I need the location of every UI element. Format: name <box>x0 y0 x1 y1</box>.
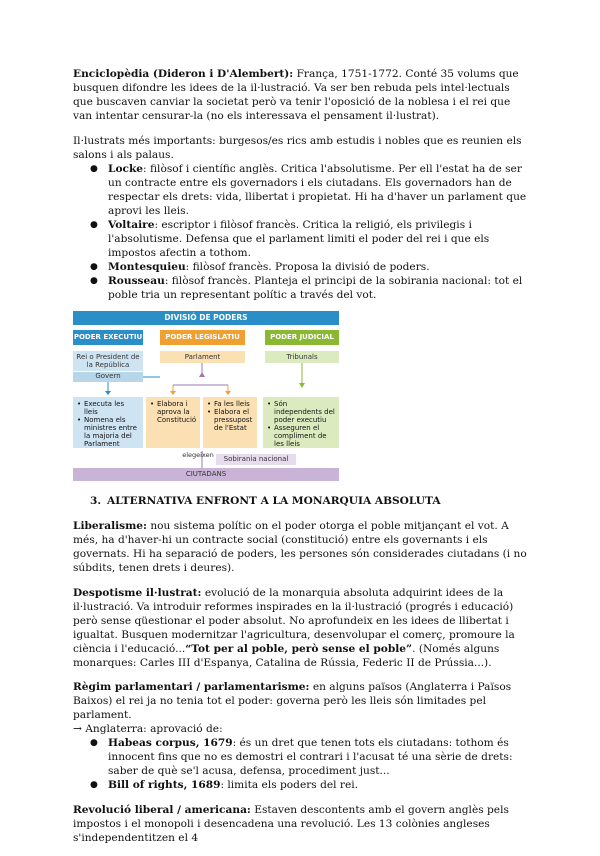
list-item: • Fa les lleis <box>214 400 254 408</box>
liberalisme-text: nou sistema polític on el poder otorga el poble mitjançant el vot. A més, ha d'haver-hi un contracte social (constitució) entre els governants i els governats. Hi ha separació de poders, les persones són considerades ciutadans (i no súbdits, tenen drets i deures). <box>73 520 527 575</box>
list-item <box>73 779 528 793</box>
illustrats-list <box>73 163 528 302</box>
arrow-icon <box>299 383 305 388</box>
despotisme-text: evolució de la monarquia absoluta adquirint idees de la il·lustració. Va introduir reformes inspirades en la il·lustració (progrés i educació) però sense qüestionar el poder absolut. No aprofundeix en les idees de llibertat i igualtat. Busquen modernitzar l'agricultura, desenvolupar el comerç, promoure la ciència i l'educació... <box>73 587 515 655</box>
regim-item-desc: : limita els poders del rei. <box>220 778 358 791</box>
regim-arrow-line: → Anglaterra: aprovació de: <box>73 723 223 736</box>
illustrat-desc: : escriptor i filòsof francès. Critica la religió, els privilegis i l'absolutisme. Defensa que el parlament limiti el poder del rei i que els impostos afectin a tothom. <box>108 219 490 259</box>
enciclopedia-text: França, 1751-1772. Conté 35 volums que busquen difondre les idees de la il·lustració. Va ser ben rebuda pels intel·lectuals que buscaven canviar la societat però va tenir l'oposició de la noblesa i el rei que van intentar censurar-la (no els interessava el pensament il·lustrat). <box>73 68 519 122</box>
list-item <box>73 219 528 261</box>
executiu-box-rei: Rei o President de la República <box>73 351 143 371</box>
regim-item-desc: : és un dret que tenen tots els ciutadans: tothom és innocent fins que no es demostri el contrari i l'acusat té una sèrie de drets: saber de què se'l acusa, defensa, procediment just... <box>108 737 513 777</box>
despotisme-paragraph <box>73 587 528 670</box>
illustrat-name: Locke <box>108 163 144 176</box>
list-item: • Elabora el pressupost de l'Estat <box>214 408 254 432</box>
regim-item-name: Habeas corpus, 1679 <box>108 737 233 750</box>
despotisme-term: Despotisme il·lustrat: <box>73 587 202 600</box>
illustrats-intro: Il·lustrats més importants: burgesos/es rics amb estudis i nobles que es reunien els salons i als palaus. <box>73 134 522 161</box>
diagram-title: DIVISIÓ DE PODERS <box>73 311 339 325</box>
despotisme-tail: . (Només alguns monarques: Carles III d'Espanya, Catalina de Rússia, Federic II de Prússia...). <box>73 642 500 669</box>
regim-paragraph <box>73 681 528 723</box>
arrow-icon <box>170 391 176 395</box>
section-number: 3. <box>90 494 102 507</box>
list-item: • Elabora i aprova la Constitució <box>157 400 197 424</box>
legislatiu-box-parlament: Parlament <box>160 351 245 363</box>
illustrat-name: Rousseau <box>108 274 165 287</box>
regim-item-name: Bill of rights, 1689 <box>108 778 221 791</box>
illustrat-name: Montesquieu <box>108 260 186 273</box>
despotisme-quote: “Tot per al poble, però sense el poble” <box>185 642 413 655</box>
regim-text: en alguns països (Anglaterra i Països Baixos) el rei ja no tenia tot el poder: governa però les lleis són limitades pel parlament. <box>73 681 512 722</box>
executiu-header: PODER EXECUTIU <box>73 330 143 345</box>
illustrat-desc: : filòsof francès. Proposa la divisió de poders. <box>185 260 430 273</box>
enciclopedia-term: Enciclopèdia (Dideron i D'Alembert): <box>73 68 294 80</box>
eleccions-label: elegeixen <box>182 450 214 459</box>
enciclopedia-paragraph <box>73 68 528 124</box>
sobirania-box: Sobirania nacional <box>216 454 296 465</box>
revolucio-text: Estaven descontents amb el govern anglès pels impostos i el monopoli i desencadena una revolució. Les 13 colònies angleses s'independentitzen el 4 <box>73 803 509 844</box>
diagram-connectors <box>73 311 339 481</box>
section-title: ALTERNATIVA ENFRONT A LA MONARQUIA ABSOLUTA <box>107 494 441 507</box>
liberalisme-term: Liberalisme: <box>73 520 147 533</box>
revolucio-term: Revolució liberal / americana: <box>73 803 251 816</box>
illustrat-desc: : filòsof i científic anglès. Critica l'absolutisme. Per ell l'estat ha de ser un contracte entre els governadors i els ciutadans. Els governadors han de respectar els drets: vida, llibertat i propietat. Hi ha d'haver un parlament que aprovi les lleis. <box>108 163 527 218</box>
judicial-box-tribunals: Tribunals <box>265 351 339 363</box>
list-item <box>73 275 528 303</box>
liberalisme-paragraph <box>73 520 528 576</box>
arrow-icon <box>225 391 231 395</box>
document-page <box>73 68 528 856</box>
list-item: • Nomena els ministres entre la majoria del Parlament <box>84 416 140 448</box>
list-item <box>73 163 528 219</box>
regim-list <box>73 737 528 793</box>
list-item <box>73 261 528 275</box>
legislatiu-header: PODER LEGISLATIU <box>160 330 245 345</box>
ciutadans-bar: CIUTADANS <box>73 468 339 481</box>
executiu-box-govern: Govern <box>73 372 143 382</box>
regim-term: Règim parlamentari / parlamentarisme: <box>73 681 310 694</box>
judicial-header: PODER JUDICIAL <box>265 330 339 345</box>
section-3-heading <box>73 495 528 509</box>
arrow-icon <box>105 391 111 395</box>
list-item: • Asseguren el compliment de les lleis <box>274 424 336 448</box>
arrow-icon <box>199 372 205 377</box>
illustrat-desc: : filòsof francès. Planteja el principi de la sobirania nacional: tot el poble tria un representant polític a través del vot. <box>108 274 523 301</box>
list-item: • Són independents del poder executiu <box>274 400 336 424</box>
list-item: • Executa les lleis <box>84 400 140 416</box>
list-item <box>73 737 528 779</box>
illustrat-name: Voltaire <box>108 219 155 232</box>
division-of-powers-diagram <box>73 311 339 481</box>
revolucio-paragraph <box>73 804 528 846</box>
